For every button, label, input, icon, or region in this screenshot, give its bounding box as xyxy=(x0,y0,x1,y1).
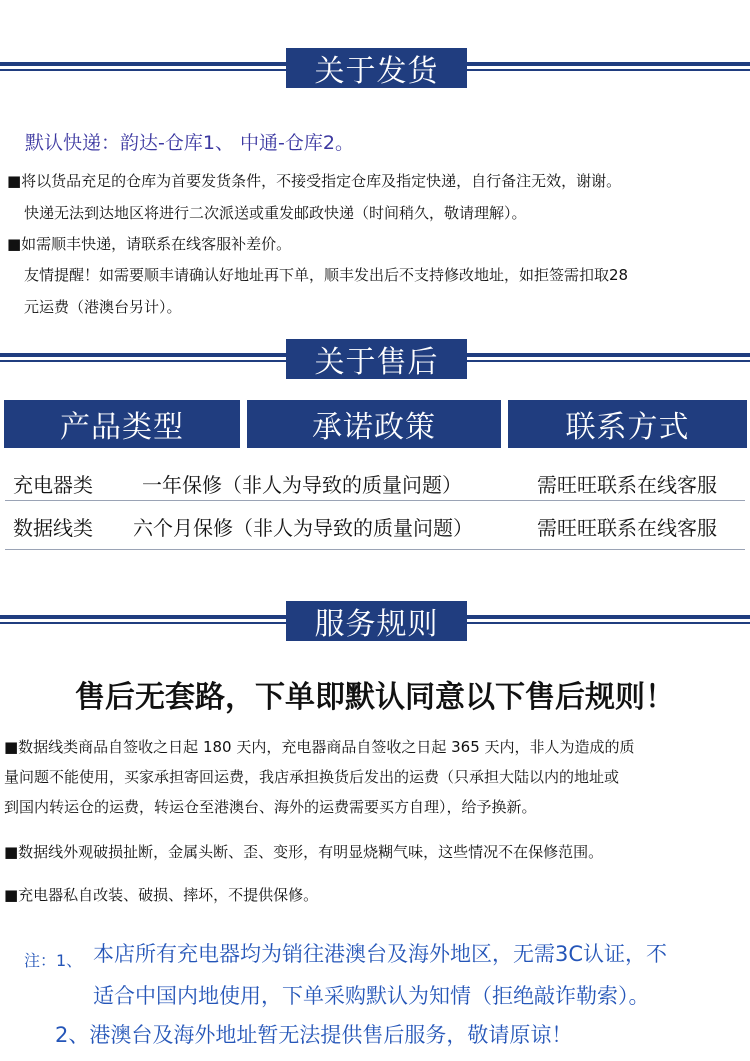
express-label: 默认快递： xyxy=(25,132,121,154)
rules-header-band xyxy=(0,601,750,641)
shipping-line: 元运费（港澳台另计）。 xyxy=(24,298,182,316)
aftersales-header: 关于售后 xyxy=(286,339,467,379)
shipping-line: ■将以货品充足的仓库为首要发货条件，不接受指定仓库及指定快递，自行备注无效，谢谢。 xyxy=(7,172,622,190)
column-header-product-type: 产品类型 xyxy=(4,400,240,448)
express-value: 韵达-仓库1、 中通-仓库2。 xyxy=(120,132,354,154)
aftersales-header-band xyxy=(0,339,750,379)
note-label: 注：1、 xyxy=(24,951,83,970)
table-cell: 数据线类 xyxy=(13,516,93,540)
rule-line: 量问题不能使用，买家承担寄回运费，我店承担换货后发出的运费（只承担大陆以内的地址或 xyxy=(4,768,620,786)
note-line: 适合中国内地使用，下单采购默认为知情（拒绝敲诈勒索）。 xyxy=(93,984,650,1008)
shipping-line: 快递无法到达地区将进行二次派送或重发邮政快递（时间稍久，敬请理解）。 xyxy=(24,204,527,222)
rules-header: 服务规则 xyxy=(286,601,467,641)
table-cell: 需旺旺联系在线客服 xyxy=(537,473,717,497)
table-row-divider xyxy=(5,500,745,501)
rule-line: ■数据线类商品自签收之日起 180 天内，充电器商品自签收之日起 365 天内，非人为造成的质 xyxy=(4,738,635,756)
shipping-header-band xyxy=(0,48,750,88)
column-header-contact: 联系方式 xyxy=(508,400,747,448)
rule-line: ■充电器私自改装、破损、摔坏，不提供保修。 xyxy=(4,886,319,904)
rule-line: ■数据线外观破损扯断，金属头断、歪、变形，有明显烧糊气味，这些情况不在保修范围。 xyxy=(4,843,604,861)
column-header-policy: 承诺政策 xyxy=(247,400,501,448)
shipping-header: 关于发货 xyxy=(286,48,467,88)
table-cell: 六个月保修（非人为导致的质量问题） xyxy=(133,516,473,540)
table-row-divider xyxy=(5,549,745,550)
shipping-line: ■如需顺丰快递，请联系在线客服补差价。 xyxy=(7,235,292,253)
table-cell: 需旺旺联系在线客服 xyxy=(537,516,717,540)
note-line: 2、港澳台及海外地址暂无法提供售后服务，敬请原谅！ xyxy=(55,1023,573,1047)
table-cell: 一年保修（非人为导致的质量问题） xyxy=(142,473,462,497)
rule-line: 到国内转运仓的运费，转运仓至港澳台、海外的运费需要买方自理），给予换新。 xyxy=(4,798,537,816)
default-express xyxy=(25,128,354,155)
note-line: 本店所有充电器均为销往港澳台及海外地区，无需3C认证，不 xyxy=(93,942,668,966)
table-cell: 充电器类 xyxy=(13,473,93,497)
rules-title: 售后无套路，下单即默认同意以下售后规则！ xyxy=(75,680,675,715)
shipping-line: 友情提醒！如需要顺丰请确认好地址再下单，顺丰发出后不支持修改地址，如拒签需扣取28 xyxy=(24,266,629,284)
